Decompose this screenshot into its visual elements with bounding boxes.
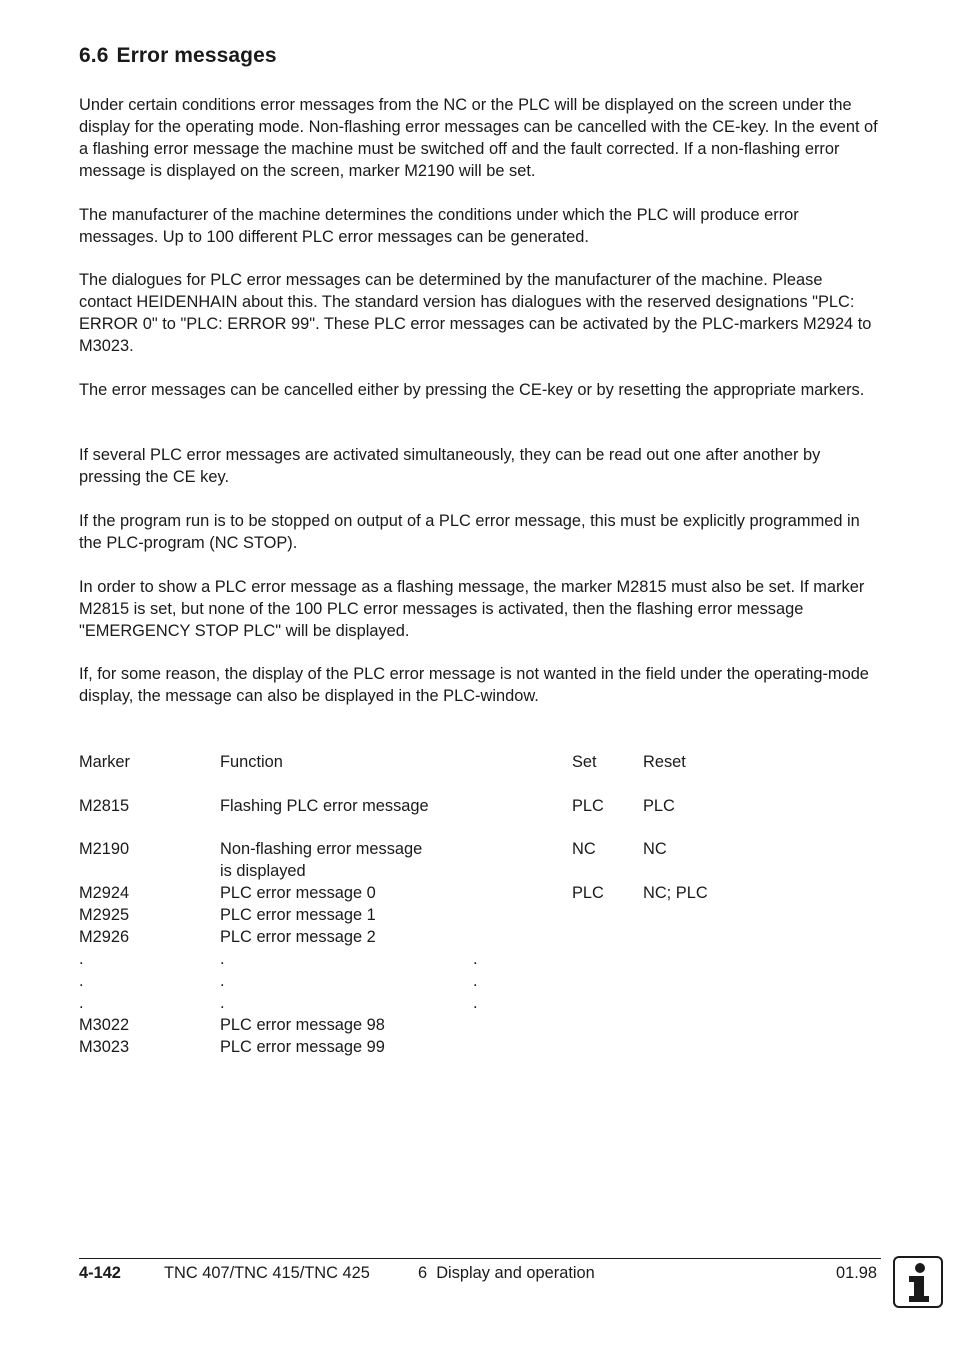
row-function: Non-flashing error message (220, 840, 423, 858)
row-ellipsis: . (473, 950, 478, 968)
row-function: . (220, 972, 225, 990)
row-function: . (220, 994, 225, 1012)
section-number: 6.6 (79, 44, 109, 67)
row-function: . (220, 950, 225, 968)
header-reset: Reset (643, 753, 686, 771)
page-title (79, 44, 277, 68)
row-function: PLC error message 98 (220, 1016, 385, 1034)
row-set: NC (572, 840, 596, 858)
footer-model: TNC 407/TNC 415/TNC 425 (164, 1264, 370, 1282)
row-ellipsis: . (473, 972, 478, 990)
row-marker: M2815 (79, 797, 130, 815)
paragraph-4: The error messages can be cancelled either by pressing the CE-key or by resetting the appropriate markers. (79, 381, 865, 399)
row-marker: M2190 (79, 840, 130, 858)
row-marker: . (79, 950, 84, 968)
row-marker: M3022 (79, 1016, 130, 1034)
paragraph-2: The manufacturer of the machine determines the conditions under which the PLC will produce error messages. Up to 100 different PLC error messages can be generated. (79, 206, 799, 246)
row-marker: . (79, 972, 84, 990)
paragraph-1: Under certain conditions error messages from the NC or the PLC will be displayed on the screen under the display for the operating mode. Non-flashing error messages can be cancelled with the CE-key. In the event of a flashing error message the machine must be switched off and the fault corrected. If a non-flashing error message is displayed on the screen, marker M2190 will be set. (79, 96, 878, 180)
paragraph-3: The dialogues for PLC error messages can be determined by the manufacturer of the machine. Please contact HEIDENHAIN about this. The standard version has dialogues with the reserved designations "PLC: ERROR 0" to "PLC: ERROR 99". These PLC error messages can be activated by the PLC-markers M2924 to M3023. (79, 271, 872, 355)
row-marker: M2926 (79, 928, 130, 946)
paragraph-6: If the program run is to be stopped on output of a PLC error message, this must be explicitly programmed in the PLC-program (NC STOP). (79, 512, 860, 552)
row-function: PLC error message 99 (220, 1038, 385, 1056)
row-function: Flashing PLC error message (220, 797, 429, 815)
paragraph-7: In order to show a PLC error message as a flashing message, the marker M2815 must also be set. If marker M2815 is set, but none of the 100 PLC error messages is activated, then the flashing error message "EMERGENCY STOP PLC" will be displayed. (79, 578, 865, 640)
row-function: is displayed (220, 862, 306, 880)
row-reset: NC; PLC (643, 884, 708, 902)
row-marker: . (79, 994, 84, 1012)
footer-date: 01.98 (836, 1264, 878, 1282)
section-title: Error messages (116, 44, 277, 67)
row-ellipsis: . (473, 994, 478, 1012)
header-marker: Marker (79, 753, 130, 771)
paragraph-5: If several PLC error messages are activated simultaneously, they can be read out one after another by pressing the CE key. (79, 446, 821, 486)
footer-divider (79, 1258, 881, 1259)
page-number: 4-142 (79, 1264, 121, 1282)
row-set: PLC (572, 884, 604, 902)
row-set: PLC (572, 797, 604, 815)
info-icon (893, 1256, 943, 1308)
row-marker: M2925 (79, 906, 130, 924)
row-function: PLC error message 1 (220, 906, 376, 924)
row-marker: M2924 (79, 884, 130, 902)
header-function: Function (220, 753, 283, 771)
paragraph-8: If, for some reason, the display of the PLC error message is not wanted in the field under the operating-mode display, the message can also be displayed in the PLC-window. (79, 665, 869, 705)
row-reset: PLC (643, 797, 675, 815)
row-function: PLC error message 2 (220, 928, 376, 946)
footer-chapter: 6 Display and operation (418, 1264, 595, 1282)
header-set: Set (572, 753, 597, 771)
row-function: PLC error message 0 (220, 884, 376, 902)
row-reset: NC (643, 840, 667, 858)
row-marker: M3023 (79, 1038, 130, 1056)
